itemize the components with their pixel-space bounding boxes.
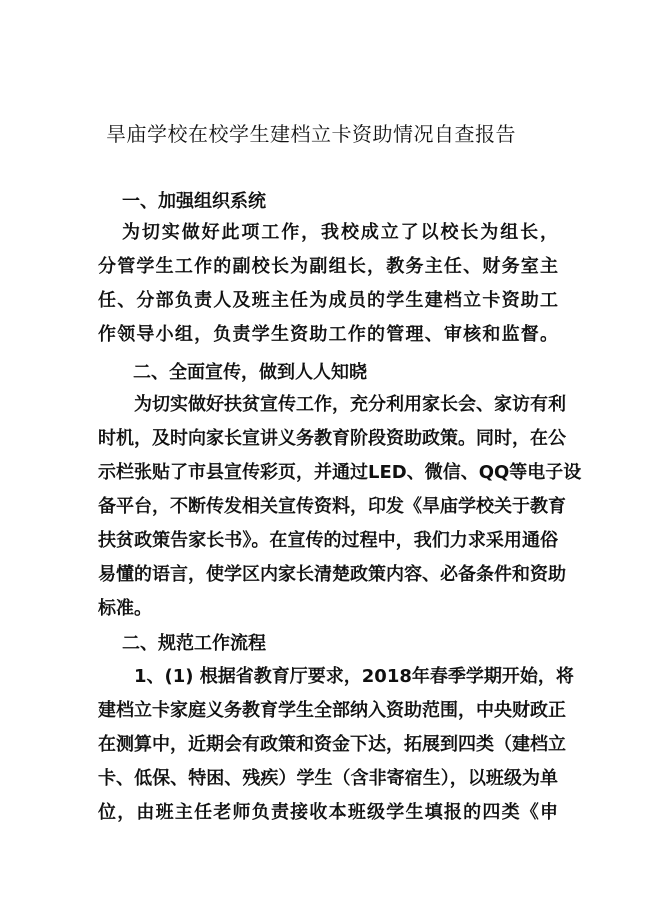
paragraph-line: 为切实做好扶贫宣传工作，充分利用家长会、家访有利 <box>134 394 566 415</box>
paragraph-line: 作领导小组，负责学生资助工作的管理、审核和监督。 <box>98 324 558 345</box>
section-heading-organization: 一、加强组织系统 <box>122 191 266 212</box>
paragraph-line: 为切实做好此项工作，我校成立了以校长为组长， <box>122 222 558 243</box>
section-heading-publicity: 二、全面宣传，做到人人知晓 <box>133 362 367 383</box>
paragraph-line: 示栏张贴了市县宣传彩页，并通过LED、微信、QQ等电子设 <box>98 462 582 483</box>
paragraph-line: 易懂的语言，使学区内家长清楚政策内容、必备条件和资助 <box>98 564 566 585</box>
document-title: 旱庙学校在校学生建档立卡资助情况自查报告 <box>106 122 516 146</box>
section-body-workflow <box>98 660 574 830</box>
section-body-organization <box>98 216 558 352</box>
paragraph-line: 分管学生工作的副校长为副组长，教务主任、财务室主 <box>98 256 558 277</box>
paragraph-line: 标准。 <box>98 598 152 619</box>
paragraph-line: 备平台，不断传发相关宣传资料，印发《旱庙学校关于教育 <box>98 496 566 517</box>
paragraph-line: 1、(1) 根据省教育厅要求，2018年春季学期开始，将 <box>134 666 574 687</box>
paragraph-line: 在测算中，近期会有政策和资金下达，拓展到四类（建档立 <box>98 734 566 755</box>
section-heading-workflow: 二、规范工作流程 <box>122 633 266 654</box>
section-body-publicity <box>98 388 582 626</box>
paragraph-line: 扶贫政策告家长书》。在宣传的过程中，我们力求采用通俗 <box>98 530 558 551</box>
paragraph-line: 卡、低保、特困、残疾）学生（含非寄宿生），以班级为单 <box>98 768 558 789</box>
paragraph-line: 建档立卡家庭义务教育学生全部纳入资助范围，中央财政正 <box>98 700 566 721</box>
paragraph-line: 时机，及时向家长宣讲义务教育阶段资助政策。同时，在公 <box>98 428 566 449</box>
paragraph-line: 位，由班主任老师负责接收本班级学生填报的四类《申 <box>98 802 558 823</box>
paragraph-line: 任、分部负责人及班主任为成员的学生建档立卡资助工 <box>98 290 558 311</box>
